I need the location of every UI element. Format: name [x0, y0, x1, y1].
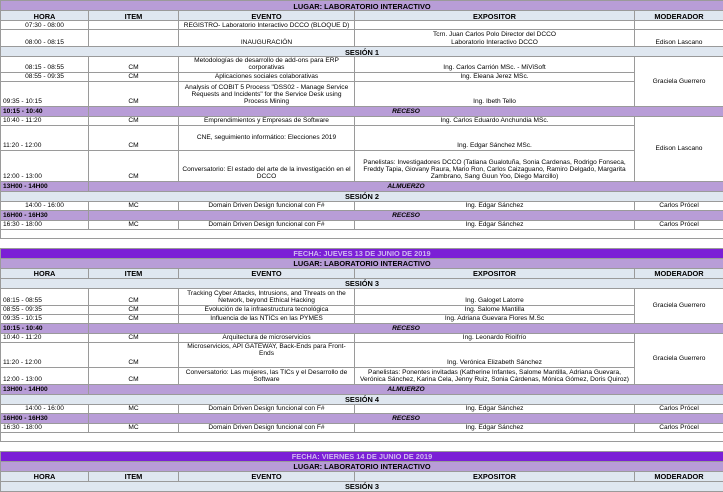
session-title: SESIÓN 1	[1, 47, 723, 57]
header-hora: HORA	[1, 11, 89, 21]
lugar-row: LUGAR: LABORATORIO INTERACTIVO	[1, 258, 723, 268]
session-title: SESIÓN 3	[1, 278, 723, 288]
break-row: 10:15 - 10:40 RECESO	[1, 323, 723, 333]
header-moderador: MODERADOR	[635, 11, 723, 21]
table-row: 14:00 - 16:00 MC Domain Driven Design funcional con F# Ing. Edgar Sánchez Carlos Prócel	[1, 404, 723, 413]
session-title: SESIÓN 4	[1, 394, 723, 404]
table-row: 12:00 - 13:00 CM Conversatorio: El estado del arte de la investigación en el DCCO Panelistas: Investigadores DCCO (Tatiana Gualotuña, Sonia Cardenas, Rodrigo Fonseca, Freddy Tapia, Giovany Raura, Mario Ron, Carlos Caizaguano, Ramiro Delgado, Margarita Zambrano, Sang Guun Yoo, Diego Marcillo)	[1, 150, 723, 181]
table-row: 09:35 - 10:15 CM Analysis of COBIT 5 Process "DSS02 - Manage Service Requests and Incidents" for the Service Desk using Process Mining Ing. Ibeth Tello	[1, 81, 723, 106]
table-row: 08:15 - 08:55 CM Tracking Cyber Attacks, Intrusions, and Threats on the Network, beyond Ethical Hacking Ing. Galoget Latorre Graciela Guerrero	[1, 288, 723, 305]
table-row: 10:40 - 11:20 CM Arquitectura de microservicios Ing. Leonardo Rioifrío Graciela Guerrero	[1, 333, 723, 342]
header-item: ITEM	[89, 11, 179, 21]
table-row: 10:40 - 11:20 CM Emprendimientos y Empresas de Software Ing. Carlos Eduardo Anchundia MSc. Edison Lascano	[1, 116, 723, 125]
break-row: 13H00 - 14H00 ALMUERZO	[1, 181, 723, 191]
table-row: 08:00 - 08:15 INAUGURACIÓN Tcrn. Juan Carlos Polo Director del DCCO Laboratorio Interactivo DCCO Edison Lascano	[1, 30, 723, 47]
table-row: 11:20 - 12:00 CM Microservicios, API GATEWAY, Back-Ends para Front-Ends Ing. Verónica Elizabeth Sánchez	[1, 342, 723, 367]
header-row	[1, 11, 723, 21]
header-evento: EVENTO	[179, 11, 355, 21]
table-row: 09:35 - 10:15 CM Influencia de las NTICs en las PYMES Ing. Adriana Guevara Flores M.Sc	[1, 314, 723, 323]
break-row: 16H00 - 16H30 RECESO	[1, 210, 723, 220]
lugar-row: LUGAR: LABORATORIO INTERACTIVO	[1, 461, 723, 471]
table-row: 16:30 - 18:00 MC Domain Driven Design funcional con F# Ing. Edgar Sánchez Carlos Prócel	[1, 220, 723, 229]
moderator-cell: Graciela Guerrero	[635, 333, 723, 384]
moderator-cell: Edison Lascano	[635, 116, 723, 181]
table-row: 12:00 - 13:00 CM Conversatorio: Las mujeres, las TICs y el Desarrollo de Software Panelistas: Ponentes invitadas (Katherine Infantes, Salome Mantilla, Adriana Guevara, Verónica Sánchez, Karina Cela, Jenny Ruiz, Sonia Cárdenas, Mónica Gómez, Doris Quiroz)	[1, 367, 723, 384]
header-row: HORA ITEM EVENTO EXPOSITOR MODERADOR	[1, 268, 723, 278]
date-row: FECHA: JUEVES 13 DE JUNIO DE 2019	[1, 248, 723, 258]
moderator-cell: Graciela Guerrero	[635, 288, 723, 323]
table-row: 08:55 - 09:35 CM Aplicaciones sociales colaborativas Ing. Eleana Jerez MSc.	[1, 72, 723, 81]
table-row: 07:30 - 08:00 REGISTRO- Laboratorio Interactivo DCCO (BLOQUE D)	[1, 21, 723, 30]
session-title: SESIÓN 3	[1, 481, 723, 491]
header-row: HORA ITEM EVENTO EXPOSITOR MODERADOR	[1, 471, 723, 481]
table-row: 08:55 - 09:35 CM Evolución de la infraestructura tecnológica Ing. Salome Mantilla	[1, 305, 723, 314]
break-row: 16H00 - 16H30 RECESO	[1, 413, 723, 423]
break-row: 10:15 - 10:40 RECESO	[1, 106, 723, 116]
table-row: 11:20 - 12:00 CM CNE, seguimiento informático: Elecciones 2019 Ing. Edgar Sánchez MSc.	[1, 125, 723, 150]
moderator-cell: Graciela Guerrero	[635, 57, 723, 107]
header-expositor: EXPOSITOR	[355, 11, 635, 21]
lugar-row: LUGAR: LABORATORIO INTERACTIVO	[1, 1, 723, 11]
table-row: 14:00 - 16:00 MC Domain Driven Design funcional con F# Ing. Edgar Sánchez Carlos Prócel	[1, 201, 723, 210]
table-row: 16:30 - 18:00 MC Domain Driven Design funcional con F# Ing. Edgar Sánchez Carlos Prócel	[1, 423, 723, 432]
session-title: SESIÓN 2	[1, 191, 723, 201]
table-row: 08:15 - 08:55 CM Metodologías de desarrollo de add-ons para ERP corporativas Ing. Carlos Carrión MSc. - MiViSoft Graciela Guerrero	[1, 57, 723, 73]
date-row: FECHA: VIERNES 14 DE JUNIO DE 2019	[1, 451, 723, 461]
break-row: 13H00 - 14H00 ALMUERZO	[1, 384, 723, 394]
